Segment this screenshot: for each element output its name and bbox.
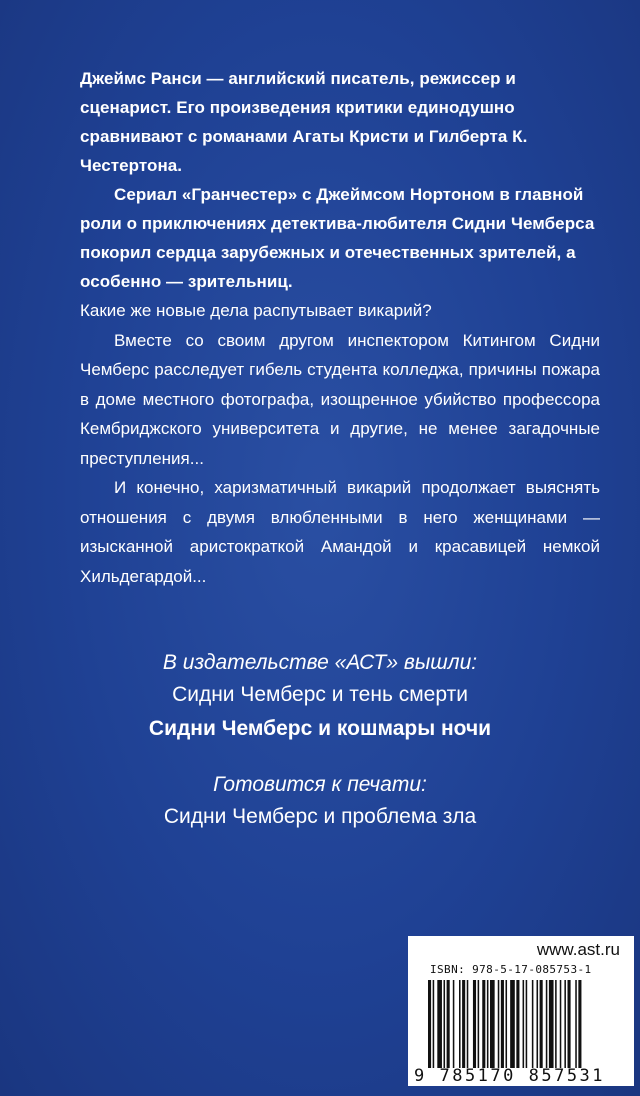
synopsis-paragraph-1: Какие же новые дела распутывает викарий? [80, 301, 432, 320]
author-bio-paragraph-2: Сериал «Гранчестер» с Джеймсом Нортоном в главной роли о приключениях детектива-любителя Сидни Чемберса покорил сердца зарубежных и отечественных зрителей, а особенно — зрительниц. [80, 185, 595, 291]
upcoming-book-1: Сидни Чемберс и проблема зла [163, 805, 477, 828]
synopsis-paragraph-2: Вместе со своим другом инспектором Китингом Сидни Чемберс расследует гибель студента колледжа, причины пожара в доме местного фотографа, изощренное убийство профессора Кембриджского университета и другие, не менее загадочные преступления... [80, 330, 600, 468]
upcoming-heading: Готовится к печати: [213, 773, 427, 796]
ean-digits: 9 785170 857531 [414, 1066, 606, 1086]
published-book-2: Сидни Чемберс и кошмары ночи [148, 717, 492, 740]
published-book-1: Сидни Чемберс и тень смерти [172, 683, 468, 706]
barcode-panel [408, 936, 634, 1086]
author-bio-paragraph-1: Джеймс Ранси — английский писатель, режиссер и сценарист. Его произведения критики единодушно сравнивают с романами Агаты Кристи и Гилберта К. Честертона. [80, 69, 528, 175]
publisher-list [0, 648, 640, 834]
synopsis-paragraph-3: И конечно, харизматичный викарий продолжает выяснять отношения с двумя влюбленными в него женщинами — изысканной аристократкой Амандой и красавицей немкой Хильдегардой... [80, 478, 600, 586]
isbn-text: ISBN: 978-5-17-085753-1 [430, 963, 592, 976]
published-heading: В издательстве «АСТ» вышли: [162, 651, 478, 674]
spacer [0, 746, 640, 770]
publisher-website: www.ast.ru [536, 940, 620, 959]
synopsis [80, 296, 600, 591]
author-bio [80, 64, 600, 296]
barcode-bars [428, 980, 628, 1068]
